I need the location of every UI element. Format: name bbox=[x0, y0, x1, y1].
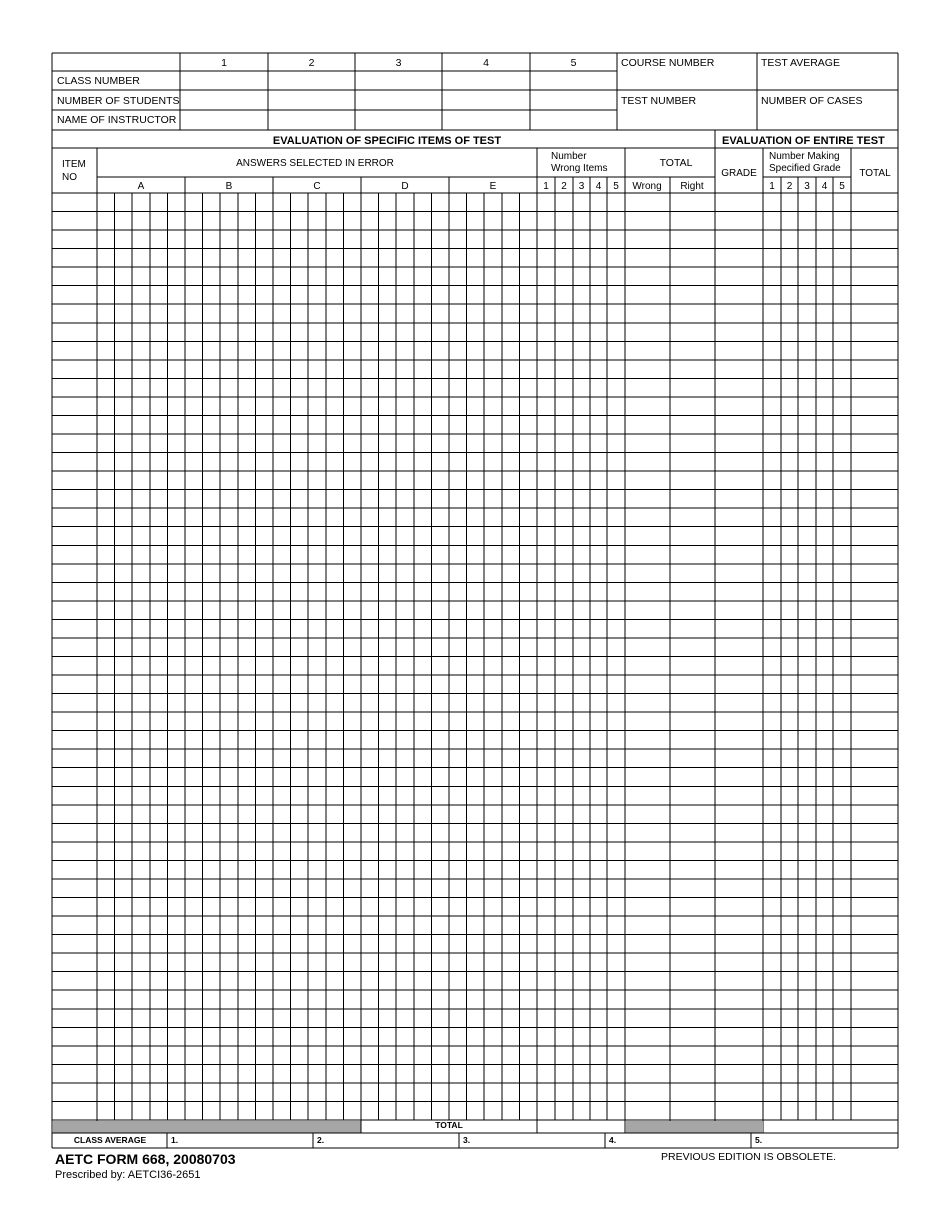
grade-column: 3 bbox=[804, 181, 810, 192]
answer-column-D: D bbox=[401, 181, 409, 192]
class-number-label: CLASS NUMBER bbox=[57, 75, 140, 87]
class-average-slot: 4. bbox=[609, 1135, 617, 1145]
class-average-label: CLASS AVERAGE bbox=[73, 1135, 147, 1145]
entire-total-label: TOTAL bbox=[859, 168, 891, 179]
name-of-instructor-field-3[interactable] bbox=[356, 111, 441, 129]
total-row-shade bbox=[53, 1121, 361, 1133]
course-number-label: COURSE NUMBER bbox=[621, 57, 715, 69]
number-wrong-label: Wrong Items bbox=[551, 163, 608, 174]
number-of-students-field-1[interactable] bbox=[181, 91, 267, 109]
name-of-instructor-field-2[interactable] bbox=[269, 111, 354, 129]
item-no-label: NO bbox=[62, 172, 77, 183]
wrong-item-column: 4 bbox=[595, 181, 602, 192]
total-row-shade bbox=[626, 1121, 763, 1133]
class-average-slot: 5. bbox=[755, 1135, 763, 1145]
grade-column: 2 bbox=[786, 181, 793, 192]
class-number-field-4[interactable] bbox=[443, 72, 529, 89]
number-of-students-field-5[interactable] bbox=[531, 91, 616, 109]
grade-label: GRADE bbox=[721, 168, 757, 179]
grade-column: 1 bbox=[769, 181, 775, 192]
name-of-instructor-label: NAME OF INSTRUCTOR bbox=[57, 114, 177, 126]
header-column-number: 3 bbox=[395, 57, 402, 69]
total-row-label: TOTAL bbox=[435, 1120, 463, 1130]
form-title: AETC FORM 668, 20080703 bbox=[55, 1151, 236, 1167]
answer-column-E: E bbox=[489, 181, 497, 192]
grid-lines bbox=[52, 53, 898, 1148]
wrong-item-column: 5 bbox=[613, 181, 619, 192]
number-making-label: Specified Grade bbox=[769, 163, 841, 174]
wrong-item-column: 2 bbox=[561, 181, 567, 192]
header-column-number: 1 bbox=[221, 57, 227, 69]
test-number-label: TEST NUMBER bbox=[621, 95, 697, 107]
number-wrong-label: Number bbox=[551, 151, 587, 162]
class-number-field-3[interactable] bbox=[356, 72, 441, 89]
answer-column-A: A bbox=[137, 181, 145, 192]
number-of-cases-label: NUMBER OF CASES bbox=[761, 95, 863, 107]
right-label: Right bbox=[680, 181, 704, 192]
answer-column-C: C bbox=[313, 181, 321, 192]
specific-items-title: EVALUATION OF SPECIFIC ITEMS OF TEST bbox=[272, 135, 502, 147]
number-of-students-field-3[interactable] bbox=[356, 91, 441, 109]
number-of-students-label: NUMBER OF STUDENTS bbox=[57, 95, 180, 107]
answers-selected-label: ANSWERS SELECTED IN ERROR bbox=[236, 158, 394, 169]
header-column-number: 4 bbox=[483, 57, 489, 69]
class-average-slot: 3. bbox=[463, 1135, 471, 1145]
grade-column: 4 bbox=[821, 181, 828, 192]
test-average-label: TEST AVERAGE bbox=[761, 57, 840, 69]
header-column-number: 5 bbox=[570, 57, 577, 69]
class-average-slot: 1. bbox=[171, 1135, 179, 1145]
class-number-field-1[interactable] bbox=[181, 72, 267, 89]
total-label: TOTAL bbox=[659, 157, 693, 169]
prescribed-by: Prescribed by: AETCI36-2651 bbox=[55, 1169, 201, 1181]
name-of-instructor-field-5[interactable] bbox=[531, 111, 616, 129]
number-of-students-field-4[interactable] bbox=[443, 91, 529, 109]
wrong-item-column: 3 bbox=[578, 181, 585, 192]
wrong-item-column: 1 bbox=[543, 181, 549, 192]
obsolete-note: PREVIOUS EDITION IS OBSOLETE. bbox=[661, 1151, 837, 1163]
name-of-instructor-field-1[interactable] bbox=[181, 111, 267, 129]
item-no-label: ITEM bbox=[62, 159, 86, 170]
name-of-instructor-field-4[interactable] bbox=[443, 111, 529, 129]
class-number-field-2[interactable] bbox=[269, 72, 354, 89]
number-making-label: Number Making bbox=[769, 151, 840, 162]
entire-test-title: EVALUATION OF ENTIRE TEST bbox=[722, 135, 885, 147]
header-column-number: 2 bbox=[308, 57, 315, 69]
number-of-students-field-2[interactable] bbox=[269, 91, 354, 109]
wrong-label: Wrong bbox=[632, 181, 662, 192]
answer-column-B: B bbox=[225, 181, 233, 192]
grade-column: 5 bbox=[839, 181, 845, 192]
class-number-field-5[interactable] bbox=[531, 72, 616, 89]
class-average-slot: 2. bbox=[317, 1135, 325, 1145]
